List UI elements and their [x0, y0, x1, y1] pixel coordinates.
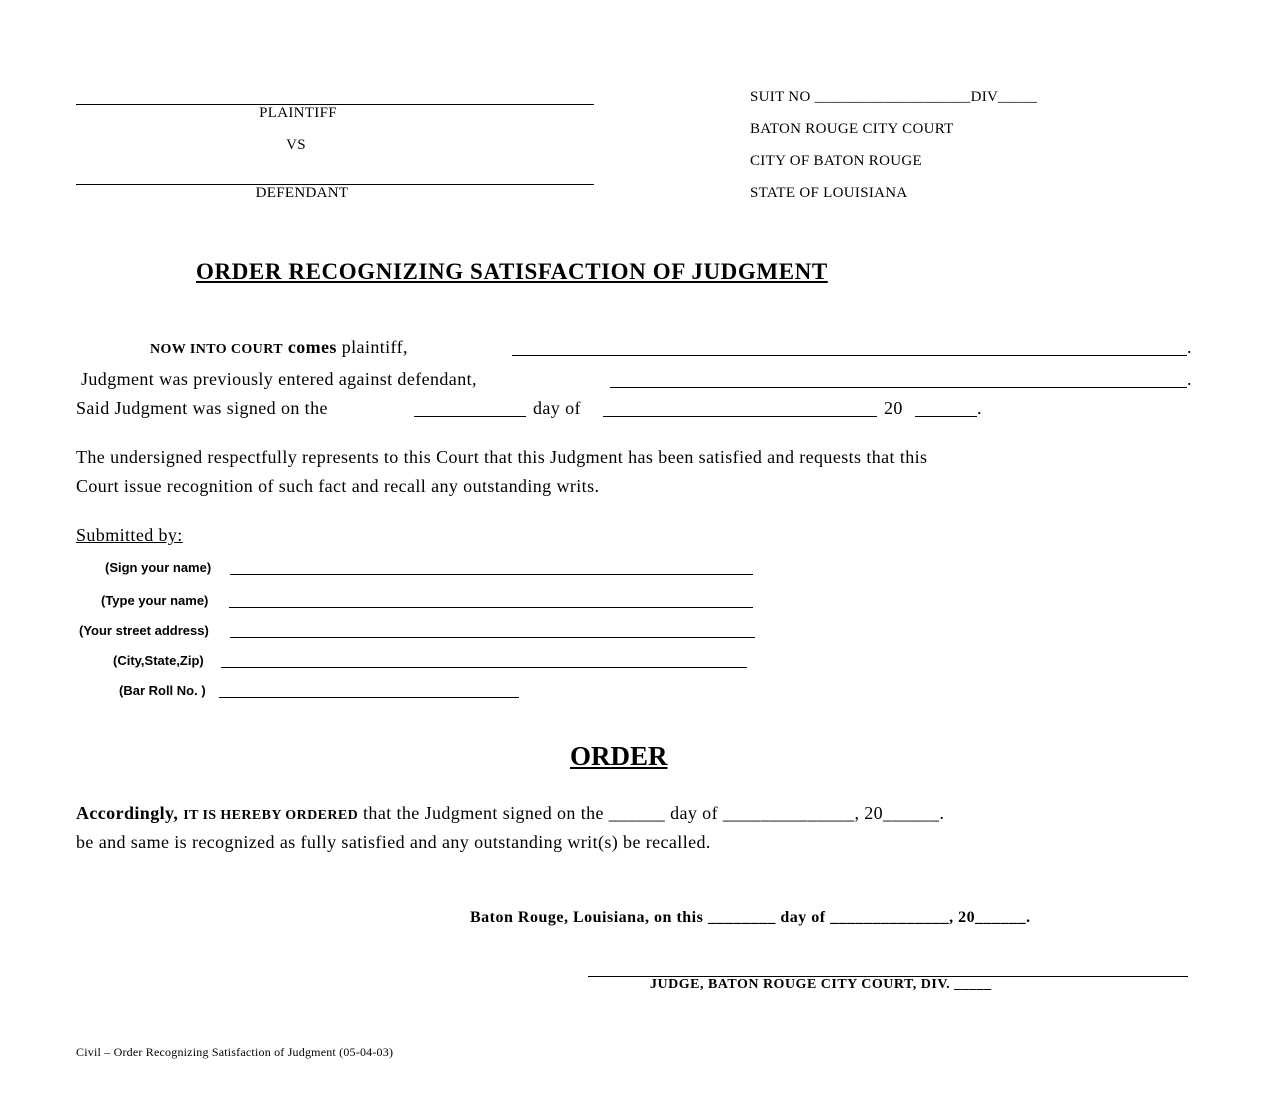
type-name-field[interactable]	[229, 607, 753, 608]
hereby-ordered: IT IS HEREBY ORDERED	[183, 808, 359, 823]
period-2: .	[1187, 369, 1192, 389]
intro-line-3a: Said Judgment was signed on the	[76, 398, 328, 418]
sign-name-label: (Sign your name)	[105, 560, 212, 575]
signed-month-field[interactable]	[603, 416, 877, 417]
period-1: .	[1187, 337, 1192, 357]
period-3: .	[977, 398, 982, 418]
vs-label: VS	[286, 137, 306, 153]
paragraph-line-2: Court issue recognition of such fact and recall any outstanding writs.	[76, 476, 600, 496]
now-into-court: NOW INTO COURT	[150, 342, 283, 357]
defendant-label: DEFENDANT	[255, 185, 349, 201]
dated-line[interactable]: Baton Rouge, Louisiana, on this ________ day of ______________, 20______.	[470, 909, 1031, 926]
paragraph-line-1: The undersigned respectfully represents to this Court that this Judgment has been satisfied and requests that this	[76, 447, 928, 467]
document-title: ORDER RECOGNIZING SATISFACTION OF JUDGMENT	[196, 259, 828, 284]
intro-line-1	[150, 337, 408, 358]
footer-text: Civil – Order Recognizing Satisfaction of Judgment (05-04-03)	[76, 1045, 394, 1059]
order-heading: ORDER	[570, 741, 668, 771]
state-name: STATE OF LOUISIANA	[750, 185, 908, 201]
street-address-label: (Your street address)	[79, 623, 209, 638]
comes-word: comes	[287, 337, 337, 357]
accordingly-word: Accordingly,	[76, 803, 179, 823]
defendant-name-field[interactable]	[610, 387, 1187, 388]
suit-number[interactable]: SUIT NO ____________________DIV_____	[750, 89, 1038, 105]
submitted-by-heading: Submitted by:	[76, 525, 183, 545]
bar-roll-label: (Bar Roll No. )	[119, 683, 206, 698]
city-state-zip-label: (City,State,Zip)	[113, 653, 204, 668]
order-line-1-rest: that the Judgment signed on the ______ day of ______________, 20______.	[363, 803, 945, 823]
plaintiff-name-field[interactable]	[512, 355, 1187, 356]
court-name: BATON ROUGE CITY COURT	[750, 121, 954, 137]
judge-label: JUDGE, BATON ROUGE CITY COURT, DIV. _____	[650, 977, 992, 992]
signed-year-field[interactable]	[915, 416, 977, 417]
intro-line-2: Judgment was previously entered against defendant,	[81, 369, 477, 389]
intro-line-3b: day of	[533, 398, 581, 418]
signed-day-field[interactable]	[414, 416, 526, 417]
sign-name-field[interactable]	[230, 574, 753, 575]
plaintiff-text: plaintiff,	[341, 337, 408, 357]
type-name-label: (Type your name)	[101, 593, 209, 608]
street-address-field[interactable]	[230, 637, 755, 638]
order-line-2: be and same is recognized as fully satisfied and any outstanding writ(s) be recalled.	[76, 832, 711, 852]
city-state-zip-field[interactable]	[221, 667, 747, 668]
bar-roll-field[interactable]	[219, 697, 519, 698]
intro-line-3c: 20	[884, 398, 903, 418]
city-name: CITY OF BATON ROUGE	[750, 153, 922, 169]
order-line-1	[76, 803, 944, 824]
plaintiff-label: PLAINTIFF	[259, 105, 337, 121]
